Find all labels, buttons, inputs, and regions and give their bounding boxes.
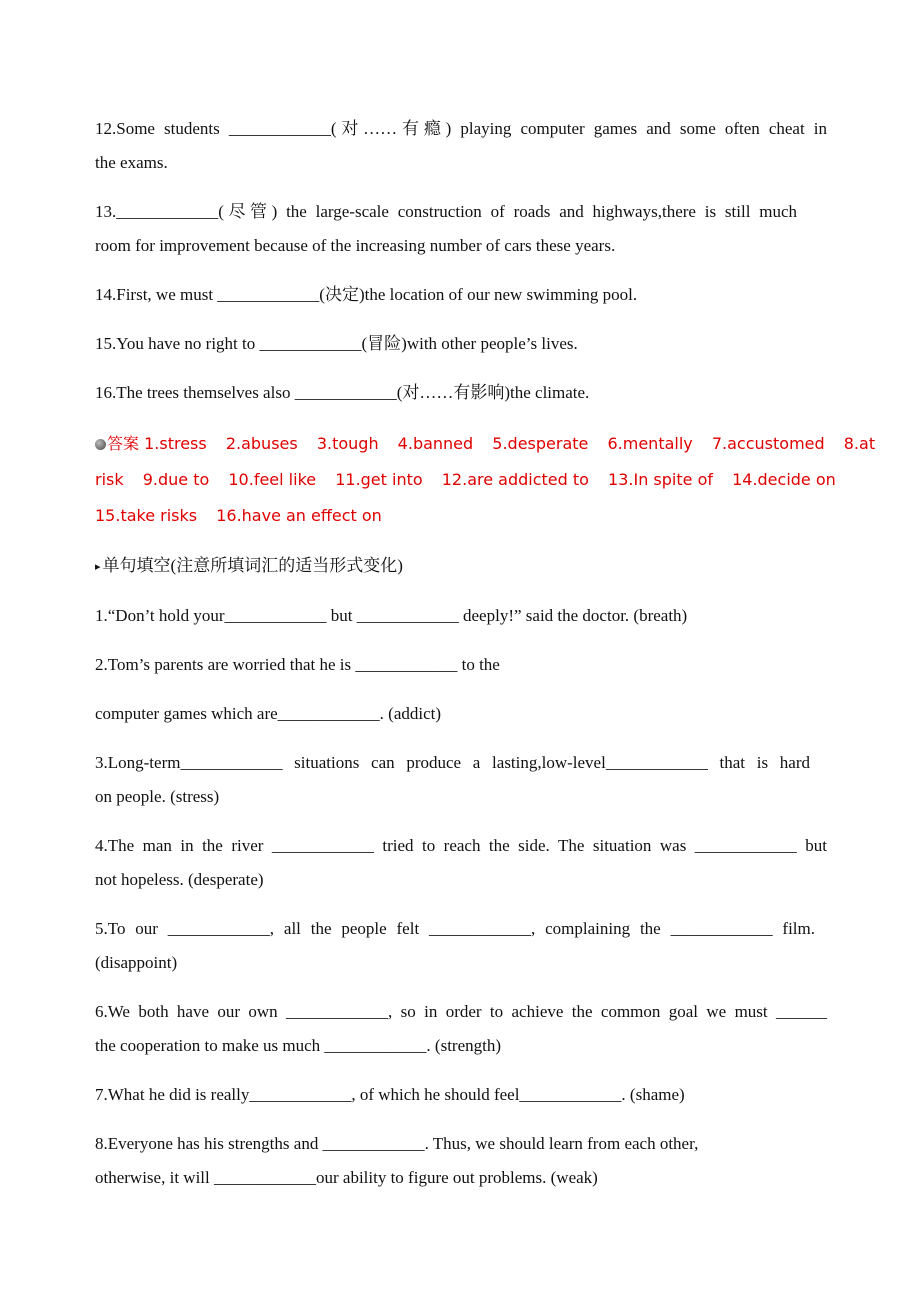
fill-7: 7.What he did is really____________, of which he should feel____________. (shame) [95,1085,685,1104]
fill-4-line-2: not hopeless. (desperate) [95,870,264,889]
answer-row-2 [95,470,836,490]
answer-item: 16.have an effect on [216,506,382,525]
fill-2-line-1: 2.Tom’s parents are worried that he is ____________ to the [95,655,500,674]
fill-6-line-1: 6.We both have our own ____________, so in order to achieve the common goal we must ______ [95,1002,827,1021]
fill-8-line-1: 8.Everyone has his strengths and ____________. Thus, we should learn from each other, [95,1134,699,1153]
answer-item: 3.tough [316,434,379,453]
fill-5-line-2: (disappoint) [95,953,178,972]
answer-item: 2.abuses [225,434,298,453]
answer-item: risk [95,470,124,489]
answer-item: 15.take risks [95,506,198,525]
fill-2-line-2: computer games which are____________. (addict) [95,704,442,723]
answer-item: 11.get into [335,470,423,489]
answer-item: 8.at [843,434,876,453]
answer-icon [95,439,106,450]
fill-1: 1.“Don’t hold your____________ but ____________ deeply!” said the doctor. (breath) [95,606,688,625]
answer-item: 1.stress [144,434,207,453]
triangle-bullet-icon: ▸ [95,561,101,573]
question-13-line-1: 13.____________(尽管) the large-scale construction of roads and highways,there is still much [95,202,797,221]
answer-item: 7.accustomed [711,434,825,453]
answer-item: 14.decide on [732,470,836,489]
question-13-line-2: room for improvement because of the increasing number of cars these years. [95,236,616,255]
fill-4-line-1: 4.The man in the river ____________ tried to reach the side. The situation was ____________ but [95,836,827,855]
fill-5-line-1: 5.To our ____________, all the people felt ____________, complaining the ____________ film. [95,919,815,938]
question-16: 16.The trees themselves also ____________(对……有影响)the climate. [95,383,590,402]
question-12-line-1: 12.Some students ____________(对……有瘾) playing computer games and some often cheat in [95,119,827,138]
answer-row-1 [95,434,876,454]
question-15: 15.You have no right to ____________(冒险)with other people’s lives. [95,334,578,353]
fill-8-line-2: otherwise, it will ____________our ability to figure out problems. (weak) [95,1168,598,1187]
fill-3-line-1: 3.Long-term____________ situations can produce a lasting,low-level____________ that is hard [95,753,810,772]
answer-item: 4.banned [397,434,474,453]
section-title: 单句填空(注意所填词汇的适当形式变化) [102,556,403,575]
answer-item: 5.desperate [492,434,589,453]
answer-item: 9.due to [142,470,210,489]
question-12-line-2: the exams. [95,153,168,172]
section-heading [95,556,827,577]
answer-item: 13.In spite of [608,470,713,489]
answer-item: 10.feel like [228,470,317,489]
fill-6-line-2: the cooperation to make us much ____________. (strength) [95,1036,502,1055]
answer-item: 12.are addicted to [441,470,589,489]
question-14: 14.First, we must ____________(决定)the location of our new swimming pool. [95,285,638,304]
answer-label: 答案 [107,434,140,453]
fill-3-line-2: on people. (stress) [95,787,220,806]
answer-row-3 [95,506,827,526]
answer-item: 6.mentally [607,434,693,453]
